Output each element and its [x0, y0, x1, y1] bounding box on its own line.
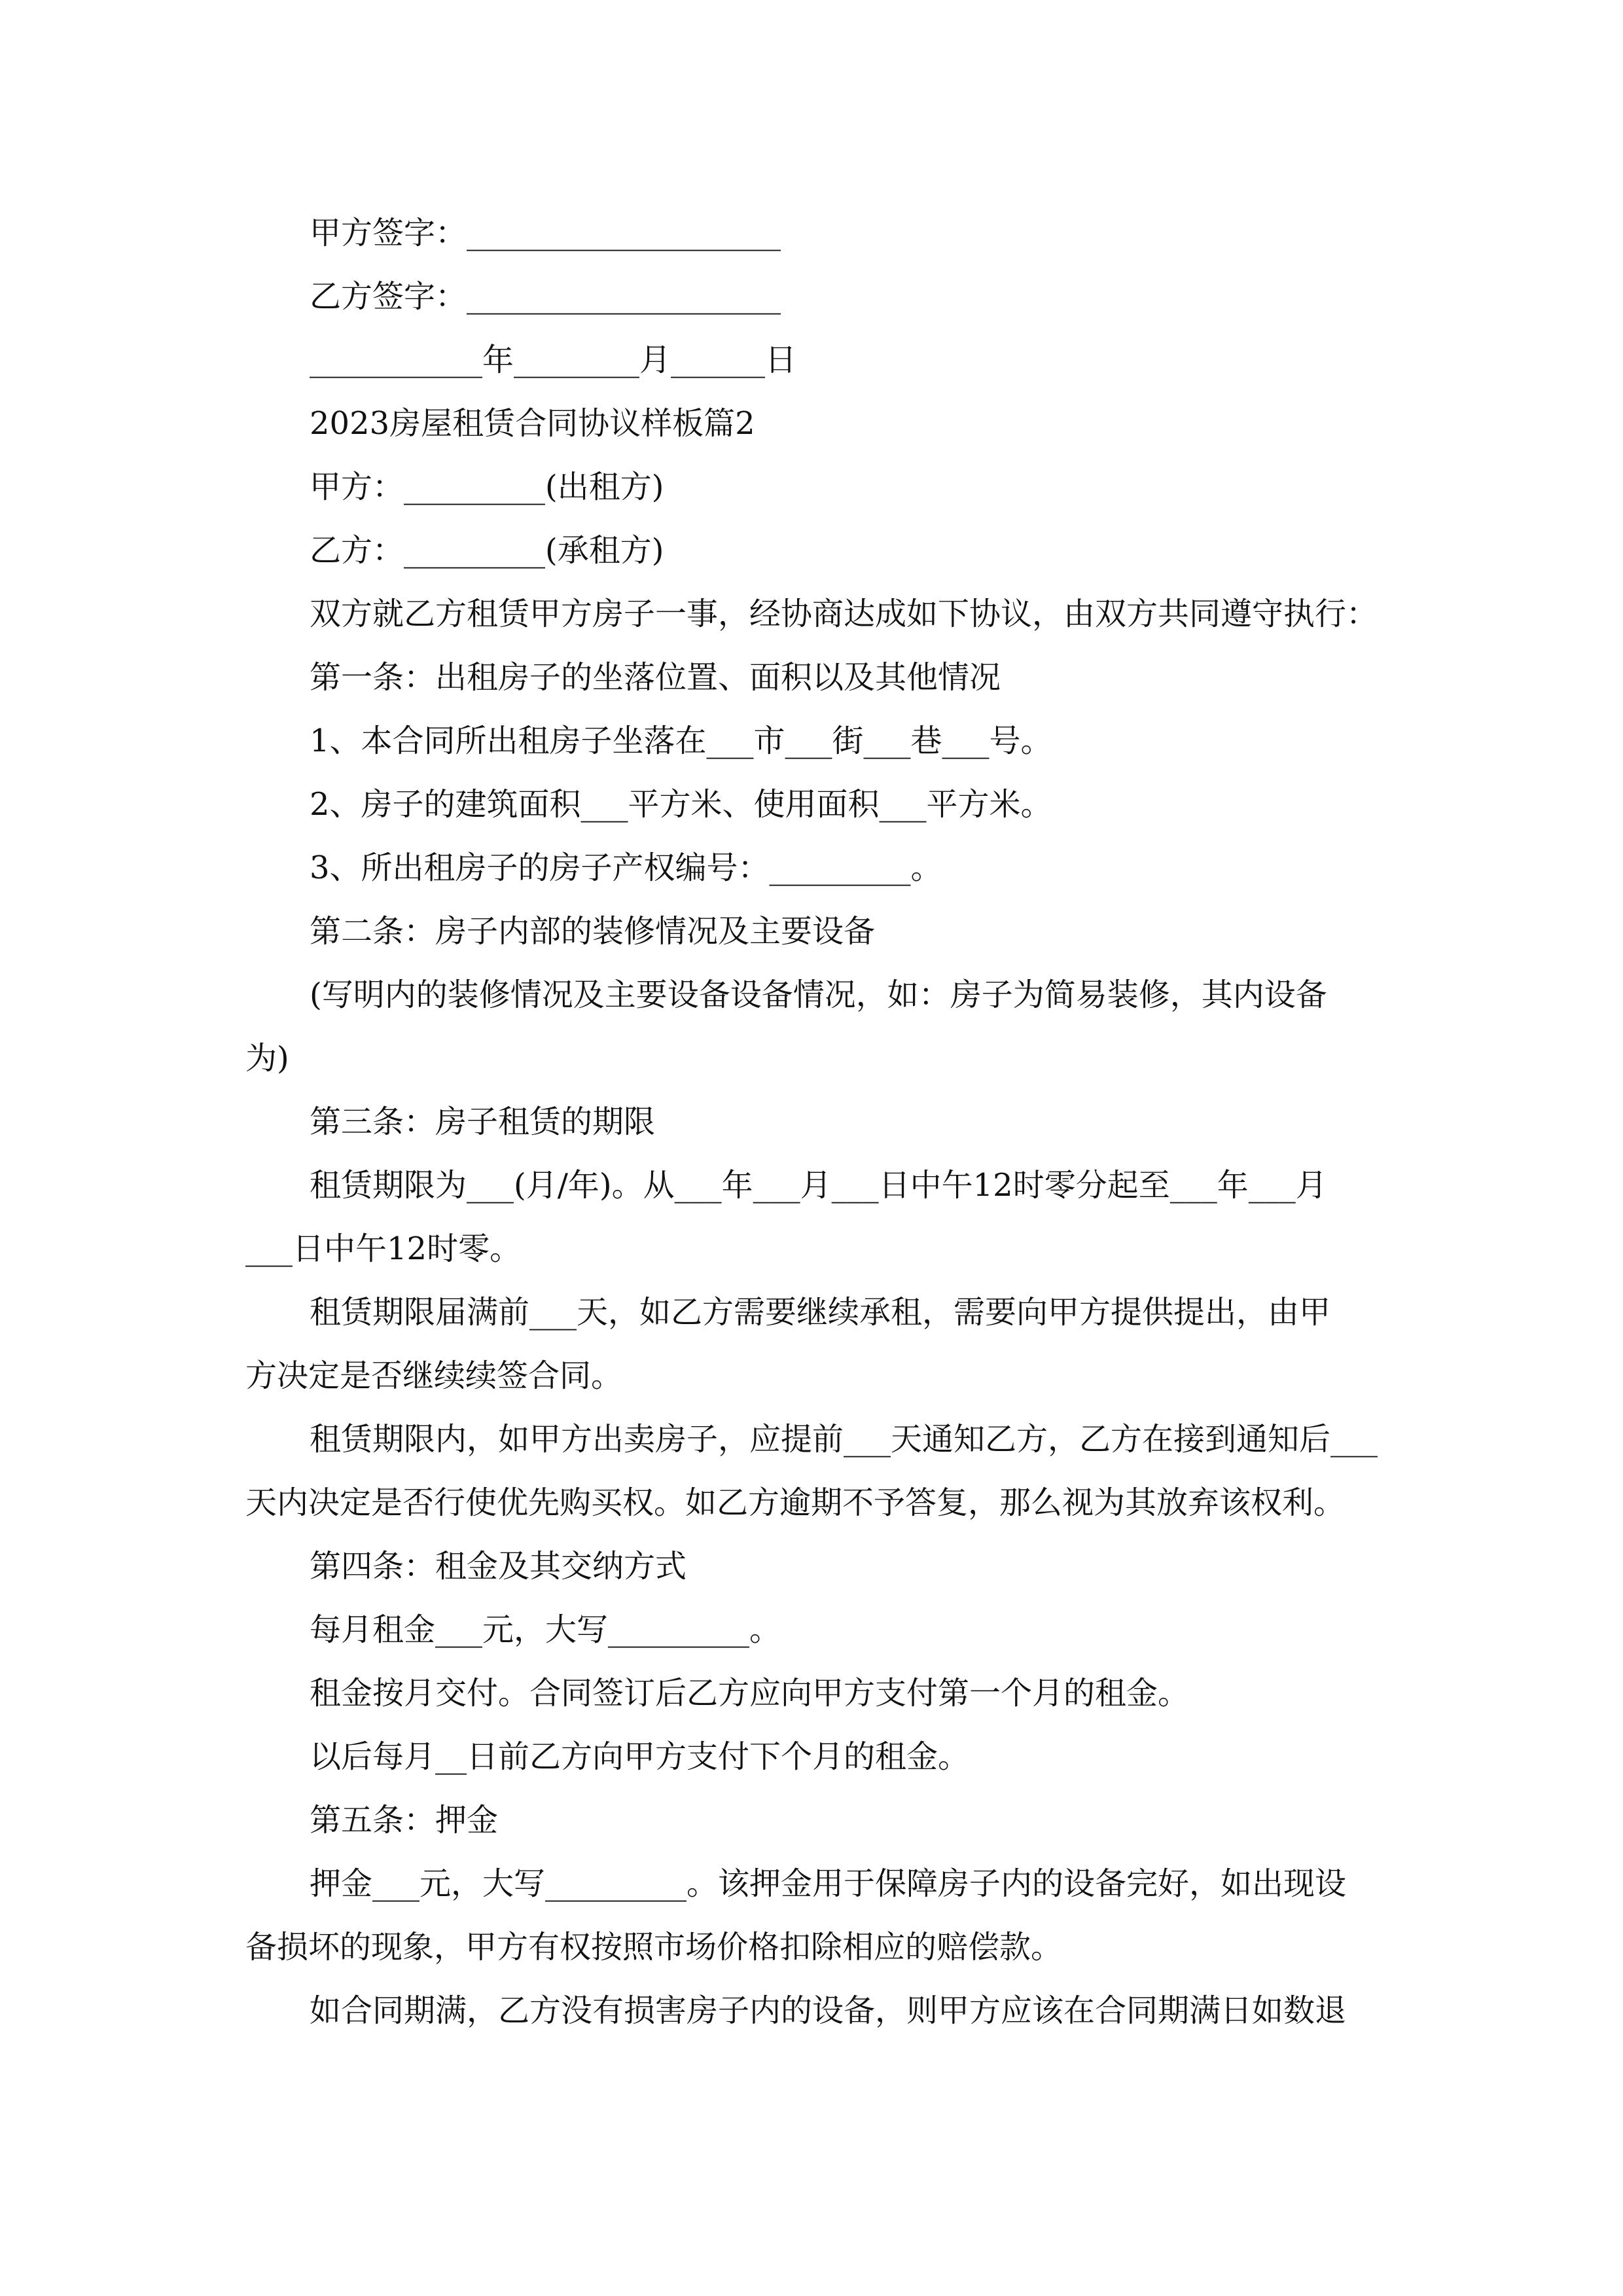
article-3-renewal-paragraph-cont: 方决定是否继续续签合同。 [245, 1357, 623, 1394]
article-1-item-3: 3、所出租房子的房子产权编号：_________。 [310, 850, 942, 886]
article-5-deposit-paragraph: 押金___元，大写_________。该押金用于保障房子内的设备完好，如出现设 [310, 1865, 1347, 1902]
article-3-sale-paragraph: 租赁期限内，如甲方出卖房子，应提前___天通知乙方，乙方在接到通知后___ [310, 1421, 1378, 1458]
article-4-payment-paragraph: 租金按月交付。合同签订后乙方应向甲方支付第一个月的租金。 [310, 1675, 1190, 1712]
article-3-sale-paragraph-cont: 天内决定是否行使优先购买权。如乙方逾期不予答复，那么视为其放弃该权利。 [245, 1484, 1346, 1521]
date-line: ___________年________月______日 [310, 342, 797, 378]
party-a-signature-line: 甲方签字：____________________ [310, 215, 781, 251]
document-body [245, 202, 1384, 2043]
article-5-heading: 第五条：押金 [310, 1802, 499, 1839]
article-3-renewal-paragraph: 租赁期限届满前___天，如乙方需要继续承租，需要向甲方提供提出，由甲 [310, 1294, 1331, 1331]
section-title: 2023房屋租赁合同协议样板篇2 [310, 405, 755, 442]
article-1-item-2: 2、房子的建筑面积___平方米、使用面积___平方米。 [310, 786, 1052, 823]
party-b-line: 乙方：_________(承租方) [310, 532, 664, 569]
article-3-heading: 第三条：房子租赁的期限 [310, 1103, 656, 1140]
article-4-heading: 第四条：租金及其交纳方式 [310, 1548, 687, 1585]
article-5-refund-paragraph: 如合同期满，乙方没有损害房子内的设备，则甲方应该在合同期满日如数退 [310, 1992, 1347, 2029]
party-b-signature-line: 乙方签字：____________________ [310, 278, 781, 315]
article-3-term-paragraph: 租赁期限为___(月/年)。从___年___月___日中午12时零分起至___年___月 [310, 1167, 1327, 1204]
article-2-paragraph: (写明内的装修情况及主要设备设备情况，如：房子为简易装修，其内设备 [310, 977, 1327, 1013]
article-2-heading: 第二条：房子内部的装修情况及主要设备 [310, 913, 876, 950]
article-1-heading: 第一条：出租房子的坐落位置、面积以及其他情况 [310, 659, 1001, 696]
article-3-term-paragraph-cont: ___日中午12时零。 [245, 1230, 522, 1267]
party-a-line: 甲方：_________(出租方) [310, 469, 664, 505]
article-5-deposit-paragraph-cont: 备损坏的现象，甲方有权按照市场价格扣除相应的赔偿款。 [245, 1929, 1063, 1965]
article-4-monthly-paragraph: 以后每月__日前乙方向甲方支付下个月的租金。 [310, 1738, 970, 1775]
preamble-paragraph: 双方就乙方租赁甲方房子一事，经协商达成如下协议，由双方共同遵守执行： [310, 596, 1378, 632]
article-2-paragraph-cont: 为) [245, 1040, 289, 1077]
article-1-item-1: 1、本合同所出租房子坐落在___市___街___巷___号。 [310, 723, 1052, 759]
article-4-rent-amount: 每月租金___元，大写_________。 [310, 1611, 781, 1648]
